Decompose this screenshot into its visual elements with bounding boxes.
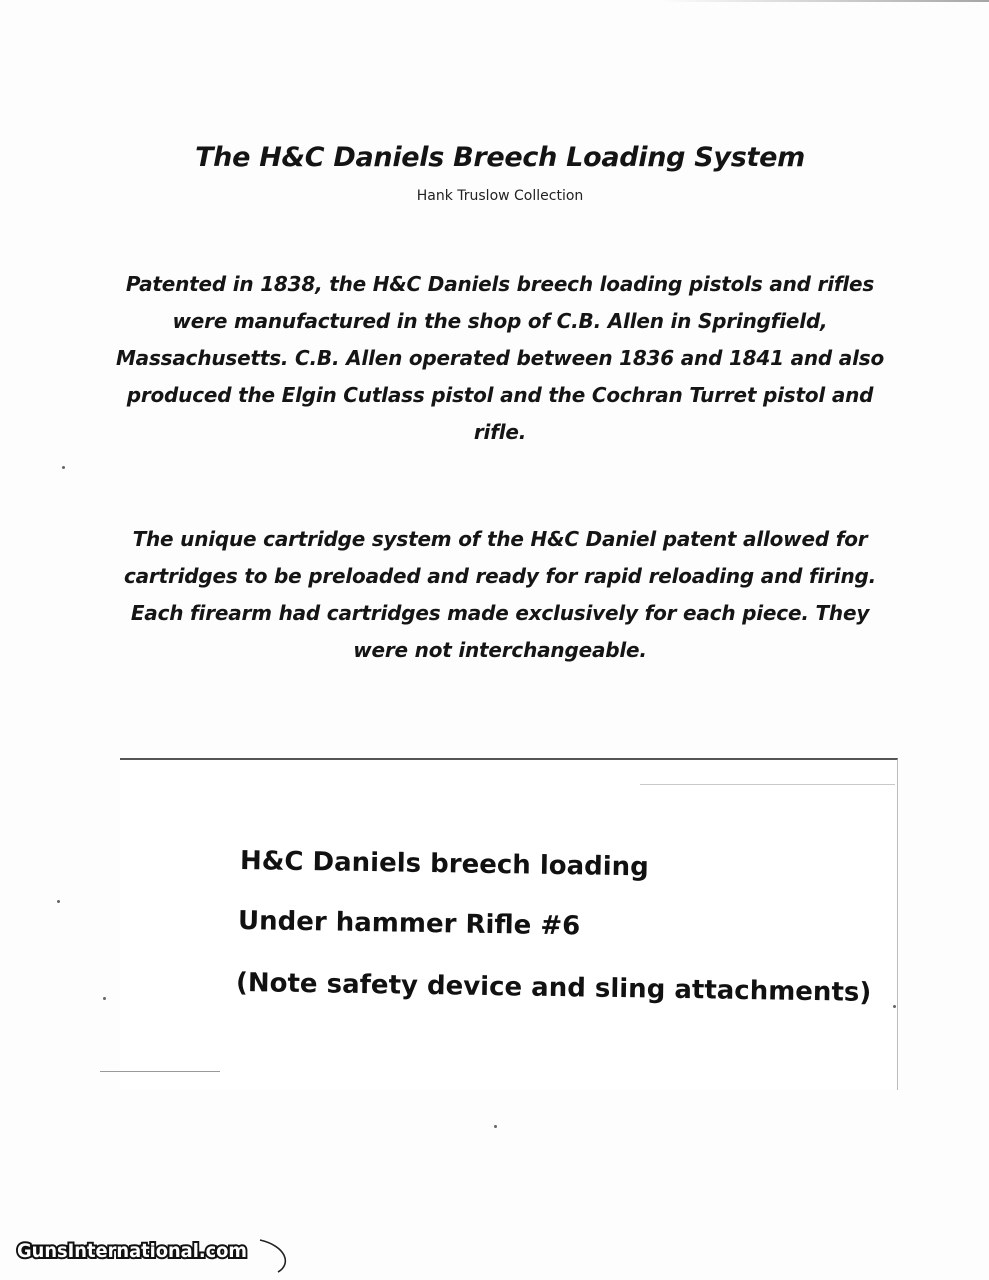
document-title: The H&C Daniels Breech Loading System — [195, 142, 805, 173]
history-paragraph — [115, 266, 885, 451]
watermark-swoosh-icon — [256, 1236, 296, 1276]
scan-speck — [103, 997, 106, 1000]
scan-edge-line — [660, 0, 989, 2]
card-fold-line — [640, 784, 895, 785]
document-subtitle: Hank Truslow Collection — [416, 188, 584, 204]
card-line-model: H&C Daniels breech loading — [239, 846, 650, 883]
paragraph-line: Patented in 1838, the H&C Daniels breech loading pistols and rifles — [125, 272, 875, 296]
watermark-logo — [14, 1236, 250, 1266]
paragraph-line: were not interchangeable. — [353, 638, 647, 662]
card-line-rifle: Under hammer Rifle #6 — [237, 906, 581, 942]
cartridge-paragraph — [115, 521, 885, 669]
paragraph-line: rifle. — [473, 420, 527, 444]
paragraph-line: Massachusetts. C.B. Allen operated between 1836 and 1841 and also — [115, 346, 885, 370]
paragraph-line: produced the Elgin Cutlass pistol and the Cochran Turret pistol and — [126, 383, 874, 407]
scan-speck — [893, 1005, 896, 1008]
watermark-text: GunsInternational.com — [17, 1240, 247, 1262]
scan-speck — [57, 900, 60, 903]
scan-speck — [494, 1125, 497, 1128]
paragraph-line: Each firearm had cartridges made exclusively for each piece. They — [130, 601, 870, 625]
paragraph-line: were manufactured in the shop of C.B. Allen in Springfield, — [172, 309, 828, 333]
paragraph-line: cartridges to be preloaded and ready for rapid reloading and firing. — [123, 564, 877, 588]
paragraph-line: The unique cartridge system of the H&C Daniel patent allowed for — [132, 527, 868, 551]
scan-speck — [62, 466, 65, 469]
card-line-note: (Note safety device and sling attachments) — [235, 968, 872, 1008]
card-edge-line — [100, 1071, 220, 1072]
